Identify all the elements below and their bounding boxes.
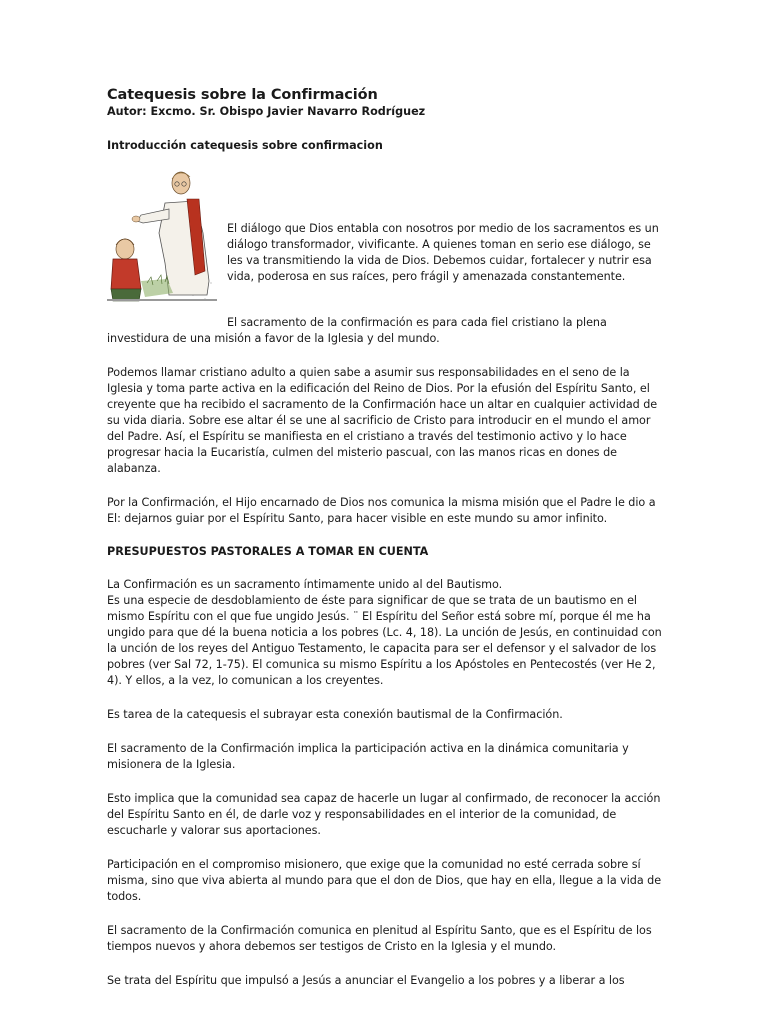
document-title: Catequesis sobre la Confirmación: [107, 87, 378, 103]
paragraph-3: Por la Confirmación, el Hijo encarnado de Dios nos comunica la misma misión que el Padre le dio a El: dejarnos guiar por el Espíritu Santo, para hacer visible en este mundo su amor infinito.: [107, 496, 656, 525]
document-author: Autor: Excmo. Sr. Obispo Javier Navarro Rodríguez: [107, 105, 426, 118]
section-heading: PRESUPUESTOS PASTORALES A TOMAR EN CUENTA: [107, 545, 429, 558]
paragraph-4a: La Confirmación es un sacramento íntimamente unido al del Bautismo.: [107, 578, 503, 591]
document-page: [107, 86, 663, 989]
paragraph-2: Podemos llamar cristiano adulto a quien sabe a asumir sus responsabilidades en el seno de la Iglesia y toma parte activa en la edificación del Reino de Dios. Por la efusión del Espíritu Santo, el creyente que ha recibido el sacramento de la Confirmación hace un altar en cualquier actividad de su vida diaria. Sobre ese altar él se une al sacrificio de Cristo para introducir en el mundo el amor del Padre. Así, el Espíritu se manifiesta en el cristiano a través del testimonio activo y lo hace progresar hacia la Eucaristía, culmen del misterio pascual, con las manos ricas en dones de alabanza.: [107, 366, 658, 475]
paragraph-7: Esto implica que la comunidad sea capaz de hacerle un lugar al confirmado, de reconocer la acción del Espíritu Santo en él, de darle voz y responsabilidades en el interior de la comunidad, de escucharle y valorar sus aportaciones.: [107, 792, 661, 837]
paragraph-10: Se trata del Espíritu que impulsó a Jesús a anunciar el Evangelio a los pobres y a liberar a los: [107, 974, 625, 987]
figure-paragraph: El diálogo que Dios entabla con nosotros por medio de los sacramentos es un diálogo transformador, vivificante. A quienes toman en serio ese diálogo, se les va transmitiendo la vida de Dios. Debemos cuidar, fortalecer y nutrir esa vida, poderosa en sus raíces, pero frágil y amenazada constantemente.: [227, 222, 659, 283]
figure-paragraph-container: [227, 221, 665, 285]
paragraph-9: El sacramento de la Confirmación comunica en plenitud al Espíritu Santo, que es el Espíritu de los tiempos nuevos y ahora debemos ser testigos de Cristo en la Iglesia y el mundo.: [107, 924, 652, 953]
paragraph-6: El sacramento de la Confirmación implica la participación activa en la dinámica comunitaria y misionera de la Iglesia.: [107, 742, 629, 771]
paragraph-5: Es tarea de la catequesis el subrayar esta conexión bautismal de la Confirmación.: [107, 708, 563, 721]
paragraph-4b: Es una especie de desdoblamiento de éste para significar de que se trata de un bautismo en el mismo Espíritu con el que fue ungido Jesús. ¨ El Espíritu del Señor está sobre mí, porque él me ha ungido para que dé la buena noticia a los pobres (Lc. 4, 18). La unción de Jesús, en continuidad con la unción de los reyes del Antiguo Testamento, le capacita para ser el defensor y el salvador de los pobres (ver Sal 72, 1-75). El comunica su mismo Espíritu a los Apóstoles en Pentecostés (ver He 2, 4). Y ellos, a la vez, lo comunican a los creyentes.: [107, 594, 662, 687]
confirmation-ceremony-illustration: [107, 163, 217, 303]
figure-block: [107, 163, 663, 303]
intro-heading: Introducción catequesis sobre confirmacion: [107, 139, 383, 152]
paragraph-1: El sacramento de la confirmación es para cada fiel cristiano la plena investidura de una misión a favor de la Iglesia y del mundo.: [107, 316, 607, 345]
paragraph-8: Participación en el compromiso misionero, que exige que la comunidad no esté cerrada sobre sí misma, sino que viva abierta al mundo para que el don de Dios, que hay en ella, llegue a la vida de todos.: [107, 858, 662, 903]
